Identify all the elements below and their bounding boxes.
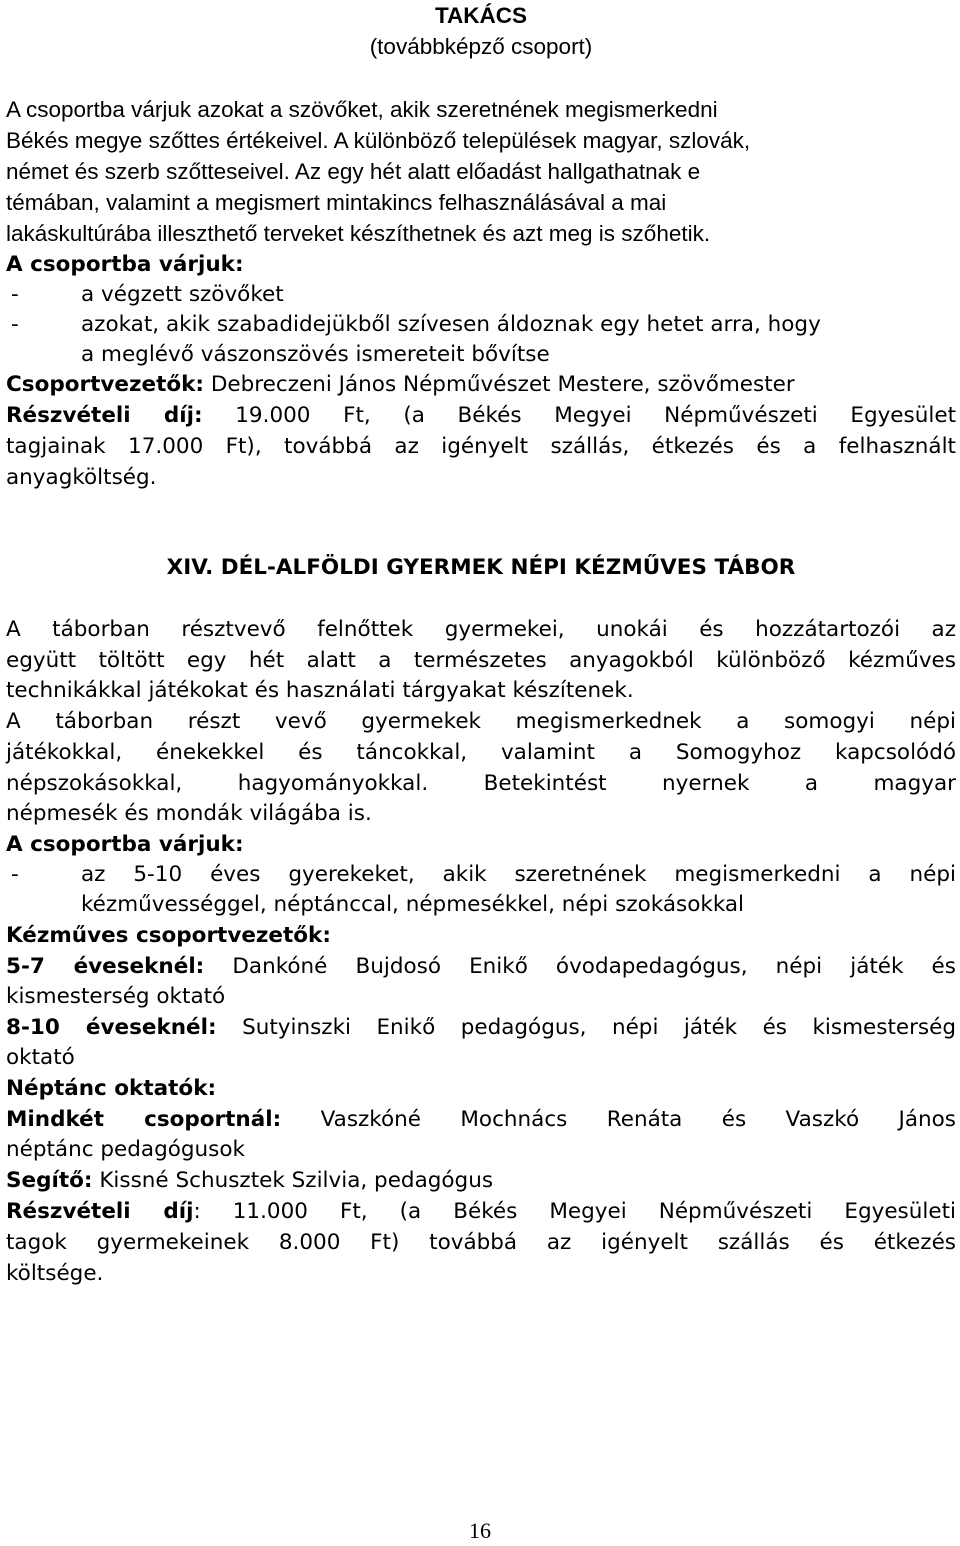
intro-line: Békés megye szőttes értékeivel. A különböző települések magyar, szlovák, — [6, 128, 751, 153]
paragraph-line: népszokásokkal, hagyományokkal. Betekintést nyernek a magyar — [6, 771, 956, 796]
fee-line: tagjainak 17.000 Ft), továbbá az igényelt szállás, étkezés és a felhasznált — [6, 434, 956, 459]
dance-teachers-value: Vaszkóné Mochnács Renáta és Vaszkó János — [281, 1107, 956, 1132]
fee-line — [6, 1196, 956, 1227]
helper-label: Segítő: — [6, 1168, 93, 1193]
paragraph-line: együtt töltött egy hét alatt a természetes anyagokból különböző kézműves — [6, 648, 956, 673]
dance-teachers — [6, 1104, 956, 1135]
age-group-value: Dankóné Bujdosó Enikő óvodapedagógus, népi játék és — [204, 954, 956, 979]
fee-line: költsége. — [6, 1261, 104, 1286]
age-group-label: 8-10 éveseknél: — [6, 1015, 217, 1040]
page-number: 16 — [469, 1518, 491, 1543]
dance-teachers-heading: Néptánc oktatók: — [6, 1076, 217, 1101]
paragraph-line: játékokkal, énekekkel és táncokkal, valamint a Somogyhoz kapcsolódó — [6, 740, 956, 765]
age-group-continuation: kismesterség oktató — [6, 984, 226, 1009]
helper — [6, 1165, 956, 1196]
age-group-label: 5-7 éveseknél: — [6, 954, 205, 979]
camp-heading: XIV. DÉL-ALFÖLDI GYERMEK NÉPI KÉZMŰVES TÁBOR — [166, 555, 796, 580]
list-item-text: a végzett szövőket — [81, 282, 284, 307]
paragraph-line: népmesék és mondák világába is. — [6, 801, 372, 826]
age-group-continuation: oktató — [6, 1045, 75, 1070]
dance-teachers-continuation: néptánc pedagógusok — [6, 1137, 245, 1162]
section-title: TAKÁCS — [434, 3, 528, 28]
bullet-dash: - — [11, 862, 19, 887]
group-leaders — [6, 369, 956, 400]
intro-line: A csoportba várjuk azokat a szövőket, akik szeretnének megismerkedni — [6, 97, 718, 122]
age-group-value: Sutyinszki Enikő pedagógus, népi játék és kismesterség — [216, 1015, 957, 1040]
wait-heading: A csoportba várjuk: — [6, 252, 244, 277]
section-subtitle: (továbbképző csoport) — [369, 34, 593, 59]
group-leaders-label: Csoportvezetők: — [6, 372, 205, 397]
list-item — [6, 309, 956, 340]
bullet-dash: - — [11, 312, 19, 337]
paragraph-line: technikákkal játékokat és használati tárgyakat készítenek. — [6, 678, 634, 703]
age-group-8-10 — [6, 1012, 956, 1043]
paragraph-line: A táborban résztvevő felnőttek gyermekei, unokái és hozzátartozói az — [6, 617, 956, 642]
list-item — [6, 859, 956, 890]
intro-line: témában, valamint a megismert mintakincs felhasználásával a mai — [6, 190, 667, 215]
wait-heading: A csoportba várjuk: — [6, 832, 244, 857]
fee-line — [6, 400, 956, 431]
fee-value: 19.000 Ft, (a Békés Megyei Népművészeti Egyesület — [202, 403, 956, 428]
list-item-text: az 5-10 éves gyerekeket, akik szeretnének megismerkedni a népi — [81, 862, 956, 887]
fee-line: tagok gyermekeinek 8.000 Ft) továbbá az igényelt szállás és étkezés — [6, 1230, 956, 1255]
fee-label: Részvételi díj — [6, 1199, 194, 1224]
group-leaders-value: Debreczeni János Népművészet Mestere, szövőmester — [204, 372, 795, 397]
paragraph-line: A táborban részt vevő gyermekek megismerkednek a somogyi népi — [6, 709, 956, 734]
fee-line: anyagköltség. — [6, 465, 157, 490]
list-item-continuation: a meglévő vászonszövés ismereteit bővítse — [81, 342, 550, 367]
intro-line: német és szerb szőtteseivel. Az egy hét alatt előadást hallgathatnak e — [6, 159, 701, 184]
craft-leaders-heading: Kézműves csoportvezetők: — [6, 923, 331, 948]
list-item-text: azokat, akik szabadidejükből szívesen áldoznak egy hetet arra, hogy — [81, 312, 821, 337]
list-item-continuation: kézművességgel, néptánccal, népmesékkel, népi szokásokkal — [81, 892, 745, 917]
helper-value: Kissné Schusztek Szilvia, pedagógus — [92, 1168, 494, 1193]
fee-label: Részvételi díj: — [6, 403, 203, 428]
intro-line: lakáskultúrába illeszthető terveket készíthetnek és azt meg is szőhetik. — [6, 221, 711, 246]
bullet-dash: - — [11, 282, 19, 307]
age-group-5-7 — [6, 951, 956, 982]
dance-teachers-label: Mindkét csoportnál: — [6, 1107, 282, 1132]
fee-value: : 11.000 Ft, (a Békés Megyei Népművészeti Egyesületi — [193, 1199, 956, 1224]
list-item — [6, 279, 956, 310]
